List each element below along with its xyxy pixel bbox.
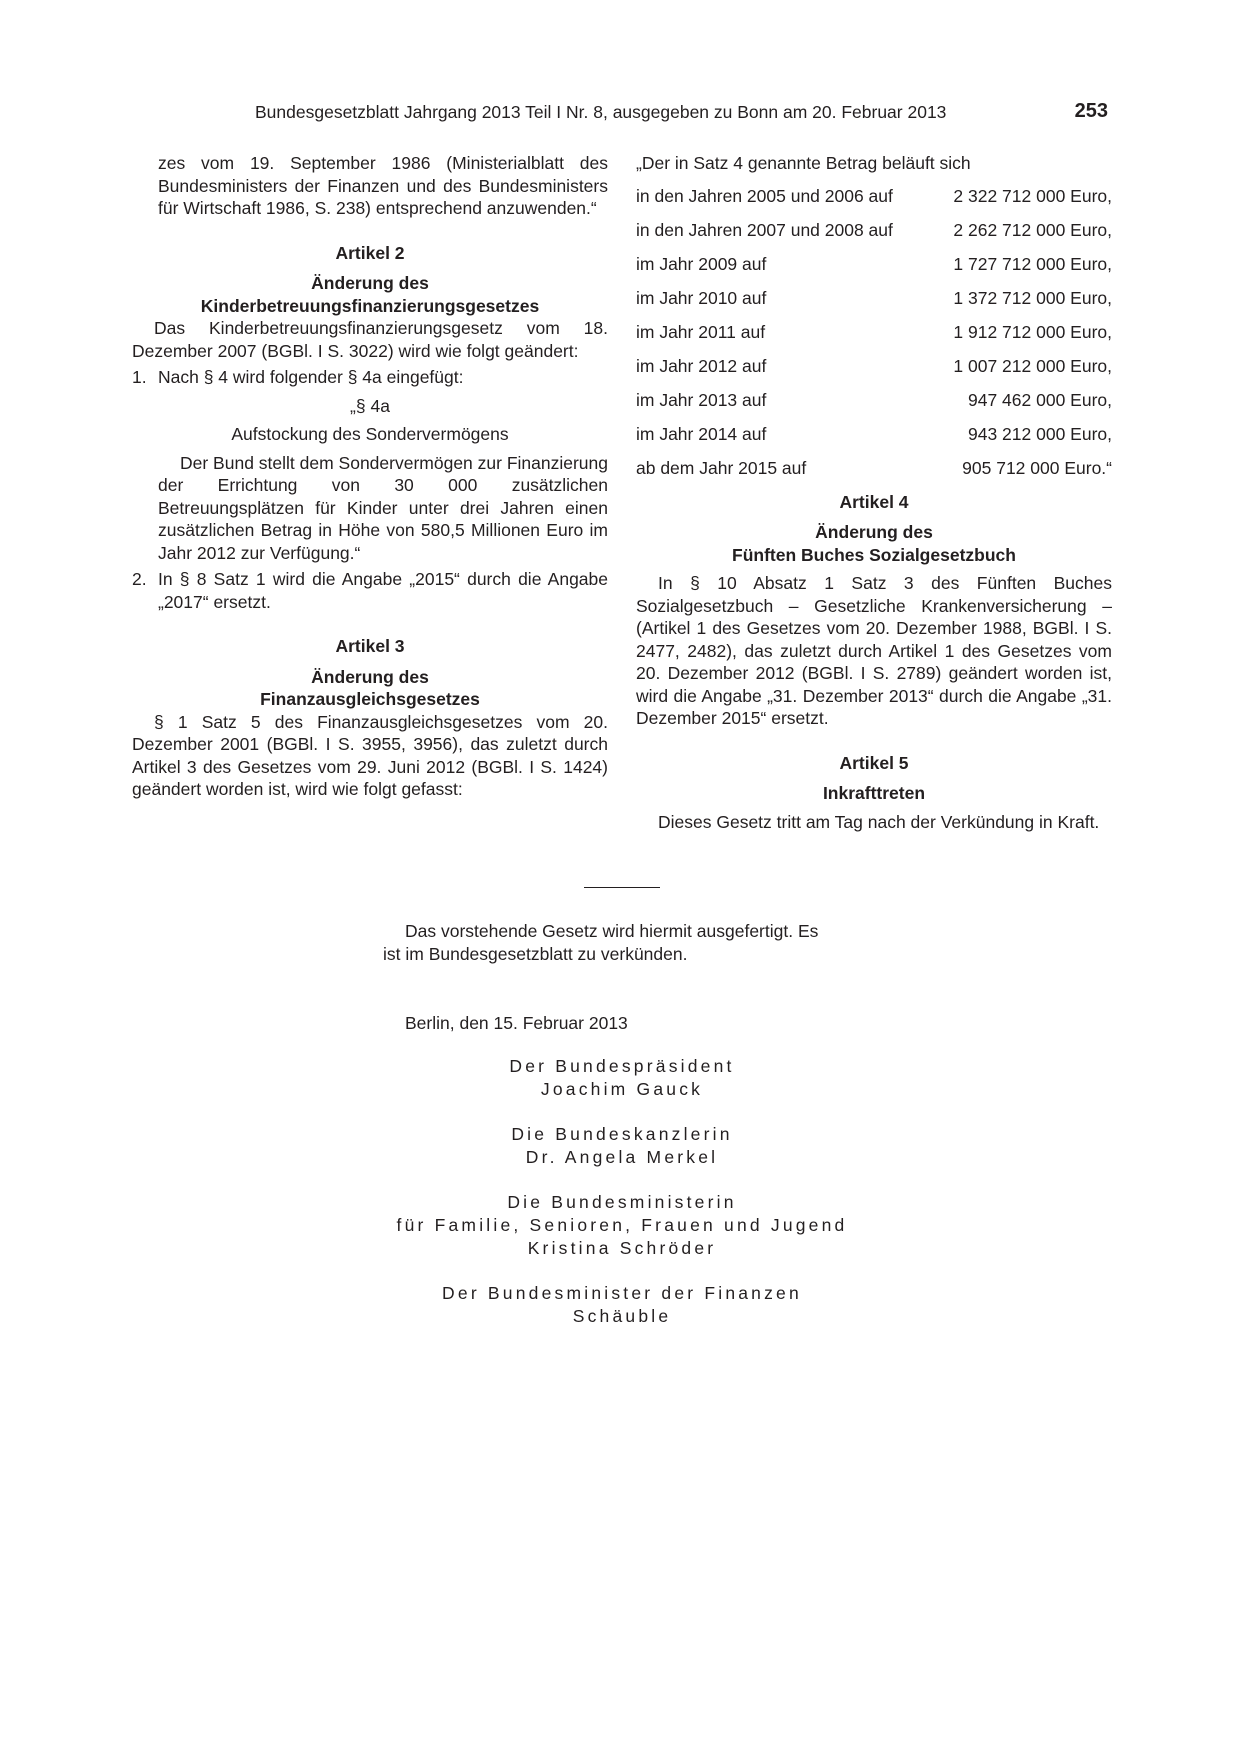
list-number: 1.	[132, 367, 147, 387]
article-4-subtitle-2: Fünften Buches Sozialgesetzbuch	[732, 544, 1016, 565]
list-text: In § 8 Satz 1 wird die Angabe „2015“ durch die Angabe „2017“ ersetzt.	[158, 569, 608, 612]
article-3-subtitle-2: Finanzausgleichsgesetzes	[260, 689, 480, 709]
section-divider	[584, 887, 660, 888]
amount-value: 1 372 712 000 Euro,	[953, 287, 1112, 308]
signature-entry	[362, 1055, 882, 1101]
signatory-name: Dr. Angela Merkel	[525, 1147, 719, 1167]
article-5-subtitle: Inkrafttreten	[822, 783, 926, 803]
amount-row	[636, 185, 1112, 219]
amount-row	[636, 253, 1112, 287]
list-number: 2.	[132, 569, 147, 589]
article-2-subtitle-2: Kinderbetreuungsfinanzierungsgesetzes	[200, 295, 540, 316]
closing-line-2: ist im Bundesgesetzblatt zu verkünden.	[383, 943, 688, 964]
amount-label: in den Jahren 2005 und 2006 auf	[636, 185, 893, 206]
article-3-subtitle-1: Änderung des	[311, 666, 429, 687]
signatory-name: Kristina Schröder	[527, 1238, 717, 1258]
article-5-body: Dieses Gesetz tritt am Tag nach der Verkündung in Kraft.	[658, 811, 1100, 832]
amount-row	[636, 355, 1112, 389]
article-4-body: In § 10 Absatz 1 Satz 3 des Fünften Buches Sozialgesetzbuch – Gesetzliche Krankenversicherung – (Artikel 1 des Gesetzes vom 20. Dezember 1988, BGBl. I S. 2477, 2482), das zuletzt durch Artikel 1 des Gesetzes vom 20. Dezember 2012 (BGBl. I S. 2789) geändert worden ist, wird die Angabe „31. Dezember 2013“ durch die Angabe „31. Dezember 2015“ ersetzt.	[636, 573, 1112, 728]
amount-row	[636, 287, 1112, 321]
paragraph-title: Aufstockung des Sondervermögens	[231, 424, 509, 444]
article-2-heading: Artikel 2	[335, 242, 405, 263]
amount-label: im Jahr 2014 auf	[636, 423, 767, 444]
amount-value: 905 712 000 Euro.“	[962, 457, 1112, 478]
signature-entry	[362, 1123, 882, 1169]
amount-value: 947 462 000 Euro,	[967, 389, 1112, 410]
signatory-title: Die Bundesministerin	[507, 1192, 737, 1212]
amount-label: ab dem Jahr 2015 auf	[636, 457, 807, 478]
article-2-subtitle-1: Änderung des	[311, 273, 429, 293]
amount-value: 2 322 712 000 Euro,	[953, 185, 1112, 206]
amount-value: 1 007 212 000 Euro,	[953, 355, 1112, 376]
amount-row	[636, 321, 1112, 355]
page-number: 253	[1074, 100, 1108, 122]
article-2-body: Das Kinderbetreuungsfinanzierungsgesetz vom 18. Dezember 2007 (BGBl. I S. 3022) wird wie folgt geändert:	[132, 318, 608, 361]
list-item	[132, 568, 608, 613]
amount-value: 1 912 712 000 Euro,	[953, 321, 1112, 342]
signatory-title: Der Bundespräsident	[509, 1056, 735, 1076]
article-4-heading: Artikel 4	[839, 491, 909, 512]
article-3-body: § 1 Satz 5 des Finanzausgleichsgesetzes vom 20. Dezember 2001 (BGBl. I S. 3955, 3956), das zuletzt durch Artikel 3 des Gesetzes vom 29. Juni 2012 (BGBl. I S. 1424) geändert worden ist, wird wie folgt gefasst:	[132, 711, 608, 799]
left-column	[132, 152, 608, 801]
closing-line-1: Das vorstehende Gesetz wird hiermit ausgefertigt. Es	[405, 921, 819, 941]
page-header	[255, 100, 1108, 128]
paragraph-sign: „§ 4a	[350, 395, 390, 416]
gazette-header-title: Bundesgesetzblatt Jahrgang 2013 Teil I Nr. 8, ausgegeben zu Bonn am 20. Februar 2013	[255, 102, 947, 122]
right-column	[636, 152, 1112, 833]
amount-label: im Jahr 2013 auf	[636, 389, 767, 410]
article-4-subtitle-1: Änderung des	[815, 522, 933, 542]
signature-entry	[362, 1282, 882, 1328]
amount-row	[636, 457, 1112, 491]
amount-value: 1 727 712 000 Euro,	[953, 253, 1112, 274]
amount-value: 943 212 000 Euro,	[967, 423, 1112, 444]
list-text: Nach § 4 wird folgender § 4a eingefügt:	[158, 367, 464, 387]
list-item	[132, 366, 608, 389]
continued-text: zes vom 19. September 1986 (Ministerialblatt des Bundesministers der Finanzen und des Bundesministers für Wirtschaft 1986, S. 238) entsprechend anzuwenden.“	[158, 153, 608, 218]
amount-table	[636, 185, 1112, 491]
amount-row	[636, 389, 1112, 423]
amount-label: im Jahr 2010 auf	[636, 287, 767, 308]
amount-row	[636, 219, 1112, 253]
signature-block	[362, 1055, 882, 1350]
signatory-title-2: für Familie, Senioren, Frauen und Jugend	[396, 1215, 848, 1235]
article-3-heading: Artikel 3	[335, 636, 405, 656]
amount-label: im Jahr 2009 auf	[636, 253, 767, 274]
signatory-title: Die Bundeskanzlerin	[511, 1124, 733, 1144]
amount-row	[636, 423, 1112, 457]
closing-formula	[383, 920, 863, 965]
amount-intro: „Der in Satz 4 genannte Betrag beläuft sich	[636, 153, 971, 173]
amount-label: im Jahr 2011 auf	[636, 321, 766, 342]
amount-label: im Jahr 2012 auf	[636, 355, 767, 376]
signatory-name: Schäuble	[572, 1306, 672, 1326]
signatory-title: Der Bundesminister der Finanzen	[442, 1283, 802, 1303]
signatory-name: Joachim Gauck	[540, 1079, 704, 1099]
signature-entry	[362, 1191, 882, 1260]
article-5-heading: Artikel 5	[839, 752, 909, 773]
place-and-date: Berlin, den 15. Februar 2013	[405, 1013, 628, 1033]
amount-value: 2 262 712 000 Euro,	[953, 219, 1112, 240]
paragraph-body: Der Bund stellt dem Sondervermögen zur Finanzierung der Errichtung von 30 000 zusätzlichen Betreuungsplätzen für Kinder unter drei Jahren einen zusätzlichen Betrag in Höhe von 580,5 Millionen Euro im Jahr 2012 zur Verfügung.“	[158, 452, 608, 563]
amount-label: in den Jahren 2007 und 2008 auf	[636, 219, 893, 240]
